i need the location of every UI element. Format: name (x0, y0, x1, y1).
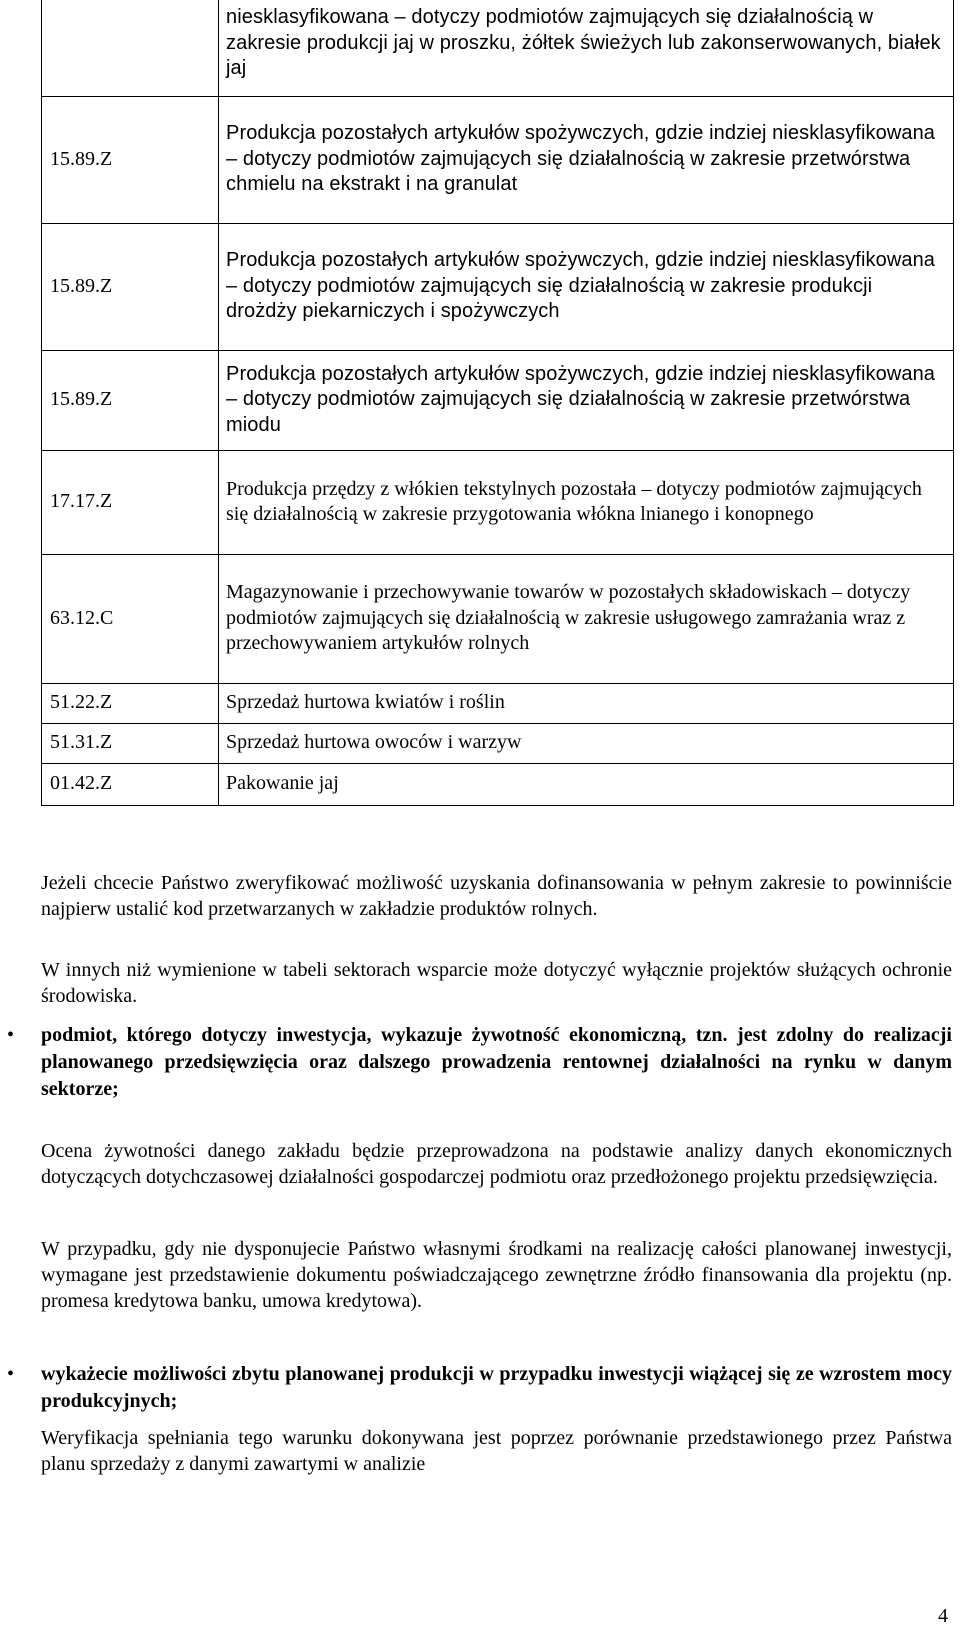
paragraph-viability-assessment: Ocena żywotności danego zakładu będzie przeprowadzona na podstawie analizy danych ekonomicznych dotyczących dotychczasowej działalności gospodarczej podmiotu oraz przedłożonego projektu przedsięwzięcia. (41, 1140, 952, 1188)
pkd-codes-table (41, 0, 954, 806)
table-cell-code: 63.12.C (42, 554, 219, 683)
table-cell-code: 01.42.Z (42, 763, 219, 805)
table-cell-description: Produkcja pozostałych artykułów spożywczych, gdzie indziej niesklasyfikowana – dotyczy podmiotów zajmujących się działalnością w zakresie przetwórstwa miodu (219, 350, 954, 450)
paragraph-external-financing: W przypadku, gdy nie dysponujecie Państwo własnymi środkami na realizację całości planowanej inwestycji, wymagane jest przedstawienie dokumentu poświadczającego zewnętrzne źródło finansowania dla projektu (np. promesa kredytowa banku, umowa kredytowa). (41, 1238, 952, 1312)
bullet-icon: • (7, 1024, 15, 1046)
table-cell-code: 15.89.Z (42, 223, 219, 350)
table-cell-description: Produkcja pozostałych artykułów spożywczych, gdzie indziej niesklasyfikowana – dotyczy podmiotów zajmujących się działalnością w zakresie produkcji drożdży piekarniczych i spożywczych (219, 223, 954, 350)
table-cell-description: Sprzedaż hurtowa owoców i warzyw (219, 723, 954, 763)
table-row (42, 683, 954, 723)
bullet-text: podmiot, którego dotyczy inwestycja, wykazuje żywotność ekonomiczną, tzn. jest zdolny do realizacji planowanego przedsięwzięcia oraz dalszego prowadzenia rentownej działalności na rynku w danym sektorze; (41, 1024, 952, 1100)
table-cell-description: Produkcja przędzy z włókien tekstylnych pozostała – dotyczy podmiotów zajmujących się działalnością w zakresie przygotowania włókna lnianego i konopnego (219, 450, 954, 554)
table-row (42, 350, 954, 450)
table-row (42, 554, 954, 683)
table-cell-code: 17.17.Z (42, 450, 219, 554)
paragraph-other-sectors: W innych niż wymienione w tabeli sektorach wsparcie może dotyczyć wyłącznie projektów służących ochronie środowiska. (41, 959, 952, 1007)
paragraph-verify-code: Jeżeli chcecie Państwo zweryfikować możliwość uzyskania dofinansowania w pełnym zakresie to powinniście najpierw ustalić kod przetwarzanych w zakładzie produktów rolnych. (41, 872, 952, 920)
bullet-text: wykażecie możliwości zbytu planowanej produkcji w przypadku inwestycji wiążącej się ze wzrostem mocy produkcyjnych; (41, 1363, 952, 1412)
table-cell-code: 15.89.Z (42, 96, 219, 223)
table-cell-description: Magazynowanie i przechowywanie towarów w pozostałych składowiskach – dotyczy podmiotów zajmujących się działalnością w zakresie usługowego zamrażania wraz z przechowywaniem artykułów rolnych (219, 554, 954, 683)
table-row (42, 450, 954, 554)
table-cell-description: niesklasyfikowana – dotyczy podmiotów zajmujących się działalnością w zakresie produkcji jaj w proszku, żółtek świeżych lub zakonserwowanych, białek jaj (219, 0, 954, 96)
table-row (42, 0, 954, 96)
paragraph-verification: Weryfikacja spełniania tego warunku dokonywana jest poprzez porównanie przedstawionego przez Państwa planu sprzedaży z danymi zawartymi w analizie (41, 1427, 952, 1475)
table-cell-code (42, 0, 219, 96)
bullet-icon: • (7, 1363, 15, 1385)
page-number: 4 (938, 1605, 948, 1627)
table-cell-code: 51.31.Z (42, 723, 219, 763)
table-cell-description: Pakowanie jaj (219, 763, 954, 805)
table-cell-description: Sprzedaż hurtowa kwiatów i roślin (219, 683, 954, 723)
table-cell-code: 15.89.Z (42, 350, 219, 450)
table-row (42, 96, 954, 223)
table-cell-code: 51.22.Z (42, 683, 219, 723)
table-cell-description: Produkcja pozostałych artykułów spożywczych, gdzie indziej niesklasyfikowana – dotyczy podmiotów zajmujących się działalnością w zakresie przetwórstwa chmielu na ekstrakt i na granulat (219, 96, 954, 223)
table-row (42, 763, 954, 805)
table-row (42, 723, 954, 763)
table-row (42, 223, 954, 350)
